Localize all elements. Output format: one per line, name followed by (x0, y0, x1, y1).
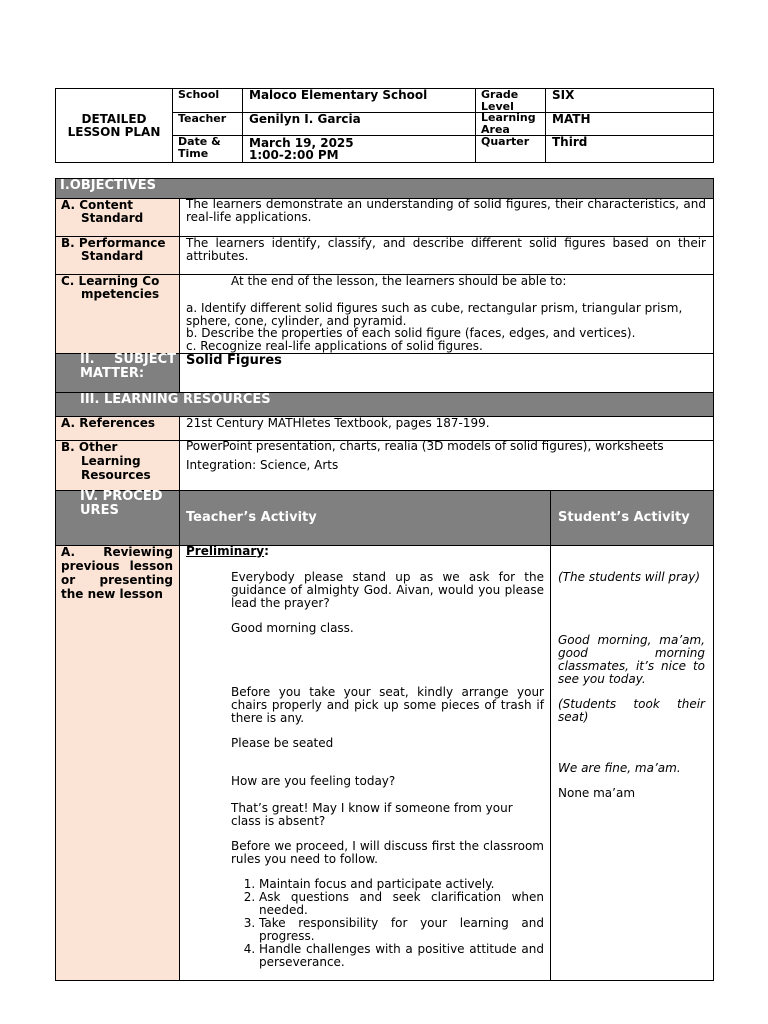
learning-competencies-label: C. Learning Competencies (61, 274, 160, 301)
competency-a: a. Identify different solid figures such as cube, rectangular prism, triangular prism, sphere, cone, cylinder, and pyramid. (186, 301, 683, 328)
performance-standard-text: The learners identify, classify, and describe different solid figures based on their attributes. (186, 236, 706, 263)
teacher-activity-heading: Teacher’s Activity (186, 510, 317, 525)
content-standard-label: A. Content Standard (61, 198, 144, 225)
school-value: Maloco Elementary School (249, 88, 428, 102)
time-value: 1:00-2:00 PM (249, 148, 339, 162)
teacher-label: Teacher (178, 112, 227, 125)
references-text: 21st Century MATHletes Textbook, pages 187-199. (186, 416, 490, 430)
preliminary-heading: Preliminary: (186, 544, 269, 558)
teacher-rules-intro: Before we proceed, I will discuss first the classroom rules you need to follow. (231, 839, 544, 866)
document-title: DETAILED LESSON PLAN (67, 112, 161, 139)
learning-area-value: MATH (552, 112, 591, 126)
rule-item: 1. Maintain focus and participate actively. (259, 878, 544, 891)
integration-text: Integration: Science, Arts (186, 458, 339, 472)
student-pray: (The students will pray) (558, 570, 701, 584)
date-time-label: Date & Time (178, 135, 221, 160)
rule-item: 3. Take responsibility for your learning and progress. (259, 917, 544, 943)
school-label: School (178, 88, 220, 101)
teacher-feeling: How are you feeling today? (231, 774, 396, 788)
content-standard-text: The learners demonstrate an understanding of solid figures, their characteristics, and real-life applications. (186, 197, 706, 224)
step-a-label: A. Reviewing previous lesson or presenting the new lesson (61, 545, 173, 601)
student-greeting: Good morning, ma’am, good morning classmates, it’s nice to see you today. (558, 633, 705, 686)
teacher-arrange: Before you take your seat, kindly arrange your chairs properly and pick up some pieces of trash if there is any. (231, 685, 544, 725)
student-seat: (Students took their seat) (558, 697, 705, 724)
other-resources-label: B. Other Learning Resources (61, 440, 151, 482)
subject-matter-value: Solid Figures (186, 353, 282, 368)
rule-item: 4. Handle challenges with a positive attitude and perseverance. (259, 943, 544, 969)
date-value: March 19, 2025 (249, 136, 354, 150)
teacher-value: Genilyn I. Garcia (249, 112, 361, 126)
student-none: None ma’am (558, 786, 636, 800)
teacher-prayer: Everybody please stand up as we ask for the guidance of almighty God. Aivan, would you please lead the prayer? (231, 570, 544, 610)
references-label: A. References (61, 416, 155, 430)
competency-b: b. Describe the properties of each solid figure (faces, edges, and vertices). (186, 326, 636, 340)
classroom-rules-list (231, 878, 544, 969)
teacher-absent: That’s great! May I know if someone from your class is absent? (231, 801, 513, 828)
competencies-intro: At the end of the lesson, the learners should be able to: (231, 274, 567, 288)
learning-resources-heading: III. LEARNING RESOURCES (80, 392, 271, 407)
quarter-label: Quarter (481, 135, 530, 148)
performance-standard-label: B. Performance Standard (61, 236, 166, 263)
teacher-greeting: Good morning class. (231, 621, 354, 635)
grade-level-value: SIX (552, 88, 575, 102)
subject-matter-label: II. SUBJECT MATTER: (80, 352, 176, 381)
procedures-heading: IV. PROCEDURES (80, 489, 163, 518)
rule-item: 2. Ask questions and seek clarification when needed. (259, 891, 544, 917)
teacher-seated: Please be seated (231, 736, 334, 750)
learning-area-label: Learning Area (481, 111, 536, 136)
student-activity-heading: Student’s Activity (558, 510, 690, 525)
objectives-heading: I.OBJECTIVES (60, 178, 157, 193)
student-fine: We are fine, ma’am. (558, 761, 681, 775)
grade-level-label: Grade Level (481, 88, 519, 113)
quarter-value: Third (552, 135, 588, 149)
competency-c: c. Recognize real-life applications of solid figures. (186, 339, 483, 353)
other-resources-text: PowerPoint presentation, charts, realia (3D models of solid figures), worksheets (186, 439, 664, 453)
